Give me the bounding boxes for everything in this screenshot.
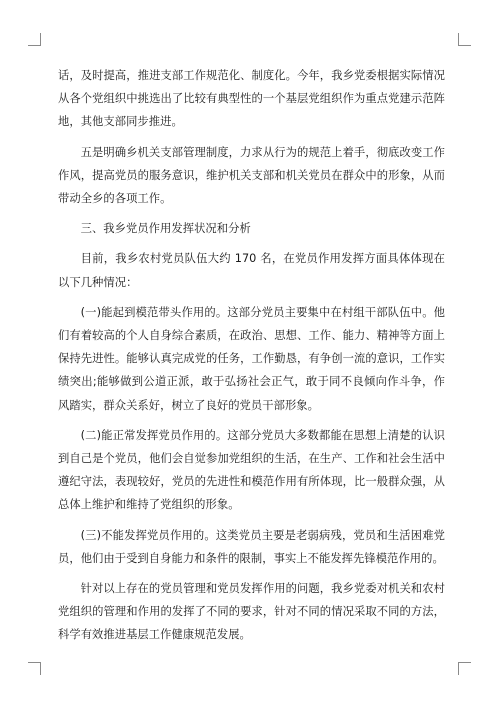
paragraph-fifth-point: 五是明确乡机关支部管理制度，力求从行为的规范上着手，彻底改变工作作风，提高党员的服务意识，维护机关支部和机关党员在群众中的形象，从而带动全乡的各项工作。 <box>58 145 445 206</box>
document-body <box>58 64 445 654</box>
paragraph-type-3: (三)不能发挥党员作用的。这类党员主要是老弱病残，党员和生活困难党员，他们由于受到自身能力和条件的限制，事实上不能发挥先锋模范作用的。 <box>58 528 445 565</box>
section-heading-3: 三、我乡党员作用发挥状况和分析 <box>80 222 251 236</box>
paragraph-type-1: (一)能起到模范带头作用的。这部分党员主要集中在村组干部队伍中。他们有着较高的个人自身综合素质，在政治、思想、工作、能力、精神等方面上保持先进性。能够认真完成党的任务，工作勤恳，有争创一流的意识，工作实绩突出;能够做到公道正派，敢于弘扬社会正气，敢于同不良倾向作斗争，作风踏实，群众关系好，树立了良好的党员干部形象。 <box>58 305 445 412</box>
paragraph-type-2: (二)能正常发挥党员作用的。这部分党员大多数都能在思想上清楚的认识到自己是个党员，他们会自觉参加党组织的生活，在生产、工作和社会生活中遵纪守法，表现较好，党员的先进性和模范作用有所体现，比一般群众强，从总体上维护和维持了党组织的形象。 <box>58 428 445 512</box>
paragraph-conclusion: 针对以上存在的党员管理和党员发挥作用的问题，我乡党委对机关和农村党组织的管理和作用的发挥了不同的要求，针对不同的情况采取不同的方法，科学有效推进基层工作健康规范发展。 <box>58 582 445 642</box>
crop-mark-bottom-left <box>28 662 41 675</box>
crop-mark-bottom-right <box>458 662 471 675</box>
paragraph-current-status: 目前，我乡农村党员队伍大约 170 名，在党员作用发挥方面具体体现在以下几种情况： <box>58 252 445 289</box>
crop-mark-top-left <box>28 33 41 46</box>
paragraph-continuation: 话，及时提高，推进支部工作规范化、制度化。今年，我乡党委根据实际情况从各个党组织中挑选出了比较有典型性的一个基层党组织作为重点党建示范阵地，其他支部同步推进。 <box>58 69 445 129</box>
crop-mark-top-right <box>458 33 471 46</box>
